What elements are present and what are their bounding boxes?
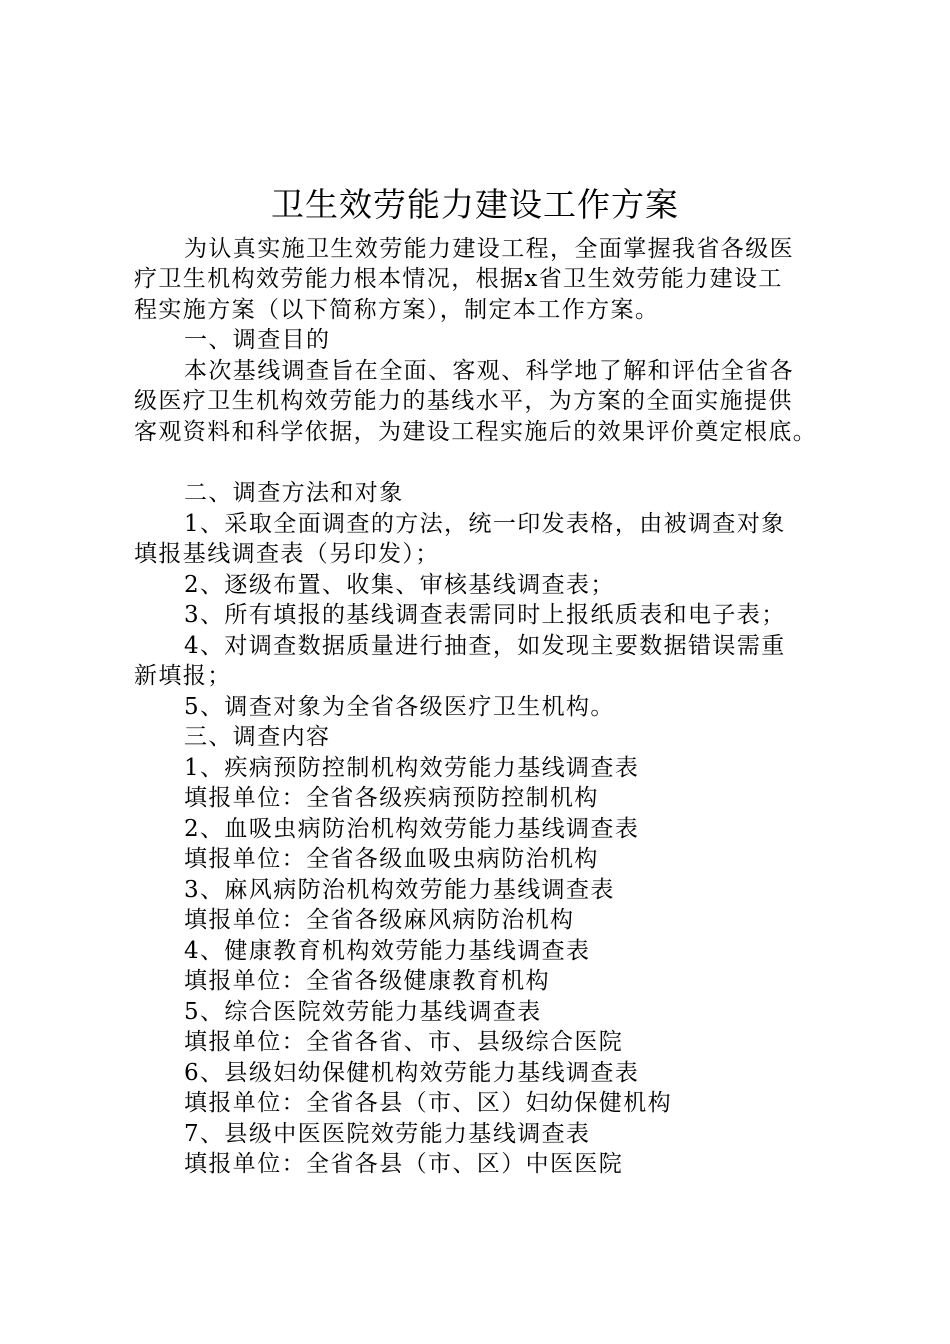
list-item: 4、对调查数据质量进行抽查，如发现主要数据错误需重 (184, 633, 786, 659)
list-item: 填报基线调查表（另印发）； (134, 541, 440, 567)
list-item: 5、综合医院效劳能力基线调查表 (184, 999, 542, 1025)
list-item: 填报单位：全省各级疾病预防控制机构 (184, 785, 599, 811)
list-item: 填报单位：全省各级健康教育机构 (184, 968, 550, 994)
list-item: 填报单位：全省各级血吸虫病防治机构 (184, 846, 599, 872)
list-item: 7、县级中医医院效劳能力基线调查表 (184, 1121, 591, 1147)
list-item: 填报单位：全省各县（市、区）中医医院 (184, 1151, 624, 1177)
list-item: 填报单位：全省各省、市、县级综合医院 (184, 1029, 624, 1055)
list-item: 2、血吸虫病防治机构效劳能力基线调查表 (184, 816, 640, 842)
list-item: 6、县级妇幼保健机构效劳能力基线调查表 (184, 1060, 640, 1086)
paragraph-line: 程实施方案（以下简称方案），制定本工作方案。 (134, 297, 660, 323)
section-heading: 二、调查方法和对象 (184, 480, 404, 506)
section-heading: 一、调查目的 (184, 327, 331, 353)
list-item: 4、健康教育机构效劳能力基线调查表 (184, 938, 591, 964)
list-item: 3、所有填报的基线调查表需同时上报纸质表和电子表； (184, 602, 786, 628)
section-heading: 三、调查内容 (184, 724, 331, 750)
list-item: 填报单位：全省各级麻风病防治机构 (184, 907, 575, 933)
paragraph-line: 级医疗卫生机构效劳能力的基线水平，为方案的全面实施提供 (134, 388, 793, 414)
list-item: 3、麻风病防治机构效劳能力基线调查表 (184, 877, 615, 903)
paragraph-line: 本次基线调查旨在全面、客观、科学地了解和评估全省各 (184, 358, 794, 384)
paragraph-line: 为认真实施卫生效劳能力建设工程，全面掌握我省各级医 (184, 236, 794, 262)
list-item: 1、疾病预防控制机构效劳能力基线调查表 (184, 755, 640, 781)
list-item: 5、调查对象为全省各级医疗卫生机构。 (184, 694, 615, 720)
list-item: 新填报； (134, 663, 232, 689)
paragraph-line: 客观资料和科学依据，为建设工程实施后的效果评价奠定根底。 (134, 419, 818, 445)
list-item: 2、逐级布置、收集、审核基线调查表； (184, 572, 615, 598)
paragraph-line: 疗卫生机构效劳能力根本情况，根据x省卫生效劳能力建设工 (134, 266, 783, 292)
list-item: 1、采取全面调查的方法，统一印发表格，由被调查对象 (184, 511, 786, 537)
list-item: 填报单位：全省各县（市、区）妇幼保健机构 (184, 1090, 672, 1116)
document-title: 卫生效劳能力建设工作方案 (271, 185, 679, 224)
